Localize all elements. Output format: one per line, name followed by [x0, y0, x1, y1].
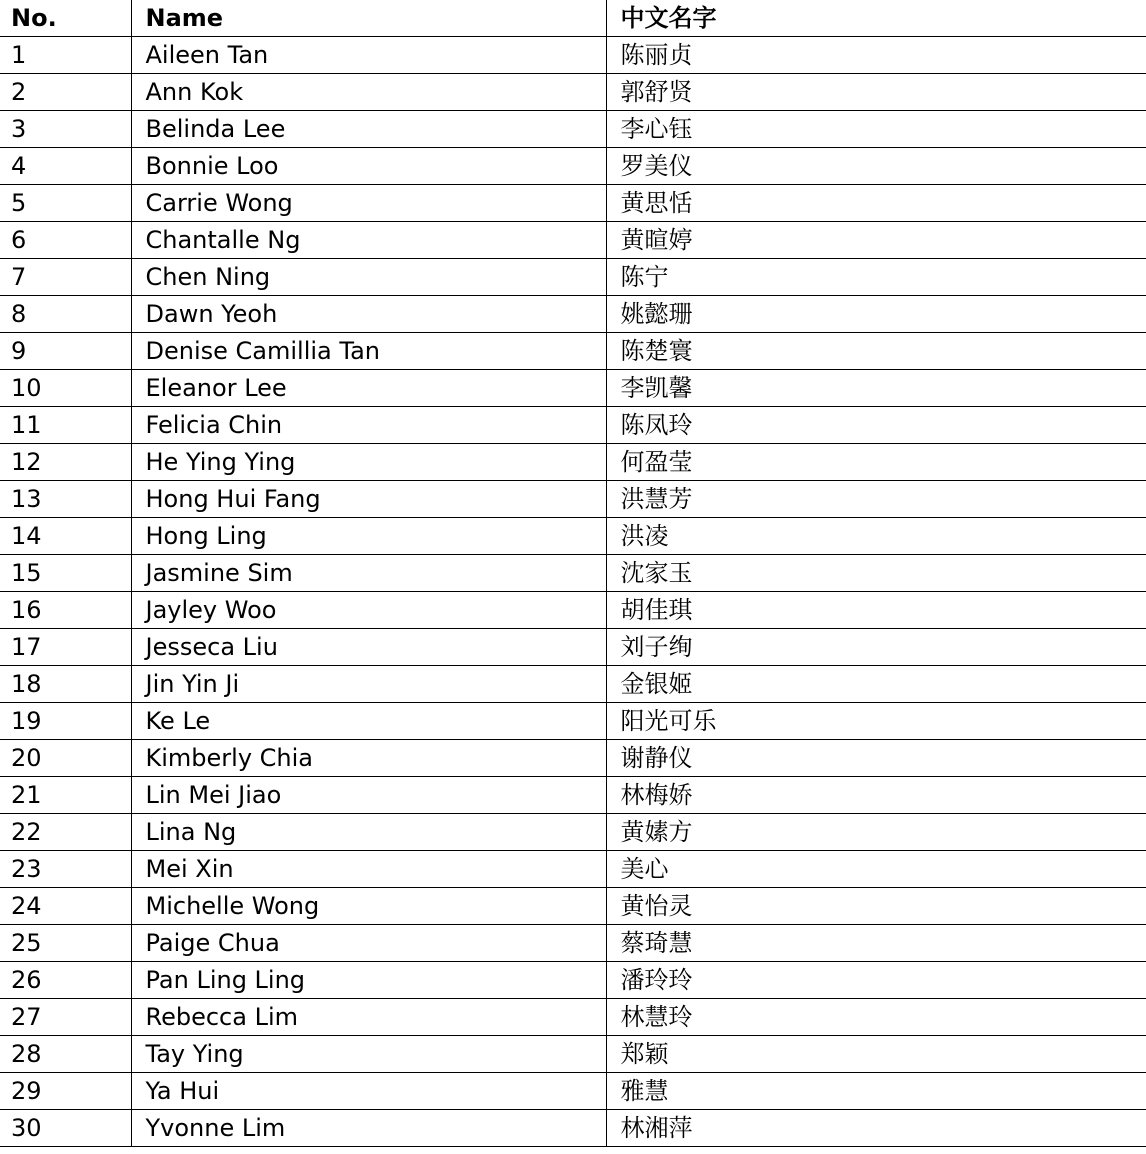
row-number: 19: [0, 703, 131, 740]
row-number: 11: [0, 407, 131, 444]
row-number: 16: [0, 592, 131, 629]
row-chinese-name: 谢静仪: [606, 740, 1146, 777]
table-row: [0, 1036, 1146, 1073]
row-name: Mei Xin: [131, 851, 606, 888]
row-chinese-name: 陈宁: [606, 259, 1146, 296]
row-number: 14: [0, 518, 131, 555]
table-row: [0, 592, 1146, 629]
row-name: Jin Yin Ji: [131, 666, 606, 703]
row-chinese-name: 蔡琦慧: [606, 925, 1146, 962]
row-chinese-name: 罗美仪: [606, 148, 1146, 185]
row-name: Rebecca Lim: [131, 999, 606, 1036]
table-row: [0, 333, 1146, 370]
table-row: [0, 74, 1146, 111]
row-number: 6: [0, 222, 131, 259]
row-chinese-name: 洪慧芳: [606, 481, 1146, 518]
row-chinese-name: 郑颖: [606, 1036, 1146, 1073]
row-chinese-name: 金银姬: [606, 666, 1146, 703]
header-chinese-name: 中文名字: [606, 0, 1146, 37]
row-chinese-name: 美心: [606, 851, 1146, 888]
row-chinese-name: 林慧玲: [606, 999, 1146, 1036]
row-name: Bonnie Loo: [131, 148, 606, 185]
row-name: Ann Kok: [131, 74, 606, 111]
row-name: Tay Ying: [131, 1036, 606, 1073]
row-chinese-name: 刘子绚: [606, 629, 1146, 666]
row-number: 10: [0, 370, 131, 407]
row-name: Denise Camillia Tan: [131, 333, 606, 370]
header-row: [0, 0, 1146, 37]
table-row: [0, 370, 1146, 407]
row-number: 26: [0, 962, 131, 999]
row-name: Carrie Wong: [131, 185, 606, 222]
row-number: 25: [0, 925, 131, 962]
table-row: [0, 222, 1146, 259]
header-no: No.: [0, 0, 131, 37]
row-name: Hong Hui Fang: [131, 481, 606, 518]
table-row: [0, 407, 1146, 444]
row-number: 1: [0, 37, 131, 74]
row-name: He Ying Ying: [131, 444, 606, 481]
row-name: Hong Ling: [131, 518, 606, 555]
row-chinese-name: 黄暄婷: [606, 222, 1146, 259]
table-row: [0, 296, 1146, 333]
row-chinese-name: 潘玲玲: [606, 962, 1146, 999]
row-name: Michelle Wong: [131, 888, 606, 925]
table-row: [0, 444, 1146, 481]
row-number: 8: [0, 296, 131, 333]
table-row: [0, 259, 1146, 296]
row-chinese-name: 李凯馨: [606, 370, 1146, 407]
row-chinese-name: 何盈莹: [606, 444, 1146, 481]
table-row: [0, 999, 1146, 1036]
row-name: Paige Chua: [131, 925, 606, 962]
table-row: [0, 925, 1146, 962]
row-name: Jayley Woo: [131, 592, 606, 629]
table-header: [0, 0, 1146, 37]
row-chinese-name: 陈楚寰: [606, 333, 1146, 370]
row-chinese-name: 陈凤玲: [606, 407, 1146, 444]
table-row: [0, 888, 1146, 925]
table-row: [0, 777, 1146, 814]
row-name: Felicia Chin: [131, 407, 606, 444]
row-number: 21: [0, 777, 131, 814]
row-chinese-name: 黄嫊方: [606, 814, 1146, 851]
table-row: [0, 148, 1146, 185]
row-name: Lina Ng: [131, 814, 606, 851]
table-row: [0, 37, 1146, 74]
row-chinese-name: 姚懿珊: [606, 296, 1146, 333]
row-chinese-name: 李心钰: [606, 111, 1146, 148]
row-chinese-name: 陈丽贞: [606, 37, 1146, 74]
row-name: Ke Le: [131, 703, 606, 740]
header-name: Name: [131, 0, 606, 37]
row-chinese-name: 黄怡灵: [606, 888, 1146, 925]
row-name: Ya Hui: [131, 1073, 606, 1110]
row-number: 9: [0, 333, 131, 370]
row-number: 27: [0, 999, 131, 1036]
table-row: [0, 703, 1146, 740]
table-row: [0, 851, 1146, 888]
row-name: Chen Ning: [131, 259, 606, 296]
table-row: [0, 555, 1146, 592]
row-name: Lin Mei Jiao: [131, 777, 606, 814]
row-number: 3: [0, 111, 131, 148]
row-name: Dawn Yeoh: [131, 296, 606, 333]
table-row: [0, 629, 1146, 666]
row-name: Eleanor Lee: [131, 370, 606, 407]
row-number: 22: [0, 814, 131, 851]
row-number: 23: [0, 851, 131, 888]
table-row: [0, 1110, 1146, 1147]
table-row: [0, 740, 1146, 777]
row-chinese-name: 黄思恬: [606, 185, 1146, 222]
table-row: [0, 666, 1146, 703]
table-row: [0, 962, 1146, 999]
row-number: 18: [0, 666, 131, 703]
row-chinese-name: 雅慧: [606, 1073, 1146, 1110]
row-chinese-name: 郭舒贤: [606, 74, 1146, 111]
row-number: 30: [0, 1110, 131, 1147]
row-name: Kimberly Chia: [131, 740, 606, 777]
row-name: Yvonne Lim: [131, 1110, 606, 1147]
row-chinese-name: 阳光可乐: [606, 703, 1146, 740]
table-row: [0, 814, 1146, 851]
row-name: Pan Ling Ling: [131, 962, 606, 999]
table-row: [0, 518, 1146, 555]
row-number: 13: [0, 481, 131, 518]
row-chinese-name: 胡佳琪: [606, 592, 1146, 629]
row-number: 17: [0, 629, 131, 666]
row-number: 5: [0, 185, 131, 222]
row-number: 12: [0, 444, 131, 481]
row-number: 2: [0, 74, 131, 111]
row-name: Belinda Lee: [131, 111, 606, 148]
row-number: 4: [0, 148, 131, 185]
row-chinese-name: 沈家玉: [606, 555, 1146, 592]
row-number: 15: [0, 555, 131, 592]
row-number: 24: [0, 888, 131, 925]
row-name: Jesseca Liu: [131, 629, 606, 666]
table-row: [0, 111, 1146, 148]
row-chinese-name: 林湘萍: [606, 1110, 1146, 1147]
row-name: Chantalle Ng: [131, 222, 606, 259]
row-number: 7: [0, 259, 131, 296]
row-chinese-name: 林梅娇: [606, 777, 1146, 814]
row-number: 29: [0, 1073, 131, 1110]
row-number: 28: [0, 1036, 131, 1073]
table-row: [0, 1073, 1146, 1110]
table-body: [0, 37, 1146, 1147]
row-chinese-name: 洪凌: [606, 518, 1146, 555]
row-name: Jasmine Sim: [131, 555, 606, 592]
row-number: 20: [0, 740, 131, 777]
row-name: Aileen Tan: [131, 37, 606, 74]
table-row: [0, 185, 1146, 222]
table-row: [0, 481, 1146, 518]
